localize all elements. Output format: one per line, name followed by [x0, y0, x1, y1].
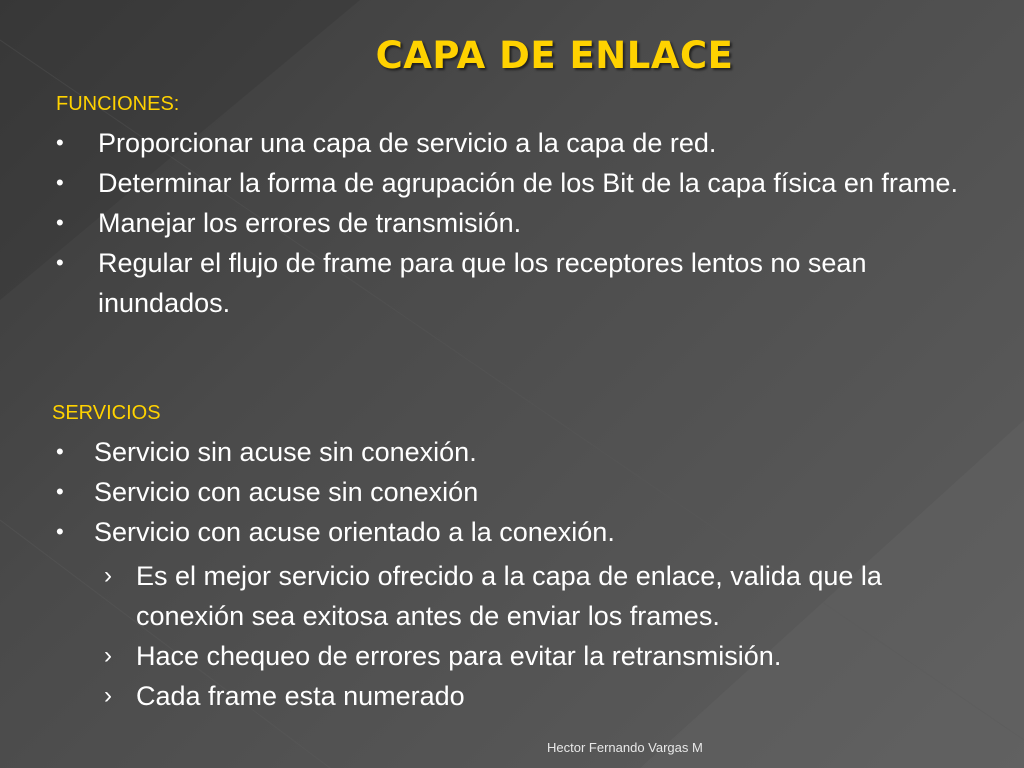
funcion-text: Manejar los errores de transmisión. [98, 208, 522, 238]
funciones-list [52, 123, 1002, 323]
funciones-heading: FUNCIONES: [56, 93, 180, 115]
servicio-text: Servicio con acuse sin conexión [94, 477, 479, 507]
slide-title: CAPA DE ENLACE [375, 34, 734, 77]
subitem-text: Hace chequeo de errores para evitar la retransmisión. [136, 641, 782, 671]
servicio-text: Servicio con acuse orientado a la conexión. [94, 517, 615, 547]
chevron-right-icon: › [104, 682, 112, 709]
footer-author: Hector Fernando Vargas M [547, 740, 703, 755]
list-item [52, 512, 992, 552]
bullet-dot-icon: • [56, 210, 64, 235]
bullet-dot-icon: • [56, 479, 64, 504]
funcion-text: Proporcionar una capa de servicio a la capa de red. [98, 128, 717, 158]
chevron-right-icon: › [104, 642, 112, 669]
subitem-text: Cada frame esta numerado [136, 681, 465, 711]
list-item [94, 676, 994, 716]
list-item [52, 432, 992, 472]
list-item [52, 163, 988, 203]
chevron-right-icon: › [104, 562, 112, 589]
list-item [94, 636, 994, 676]
bullet-dot-icon: • [56, 170, 64, 195]
bullet-dot-icon: • [56, 250, 64, 275]
list-item [94, 556, 994, 636]
list-item [52, 472, 992, 512]
list-item [52, 243, 1002, 323]
bullet-dot-icon: • [56, 439, 64, 464]
bullet-dot-icon: • [56, 519, 64, 544]
funcion-text: Regular el flujo de frame para que los receptores lentos no sean inundados. [98, 248, 867, 318]
list-item [52, 203, 1002, 243]
servicios-heading: SERVICIOS [52, 402, 161, 424]
servicios-sublist [94, 556, 994, 716]
subitem-text: Es el mejor servicio ofrecido a la capa de enlace, valida que la conexión sea exitosa antes de enviar los frames. [136, 561, 882, 631]
servicio-text: Servicio sin acuse sin conexión. [94, 437, 477, 467]
funcion-text: Determinar la forma de agrupación de los Bit de la capa física en frame. [98, 168, 958, 198]
list-item [52, 123, 1002, 163]
bullet-dot-icon: • [56, 130, 64, 155]
servicios-list [52, 432, 992, 552]
